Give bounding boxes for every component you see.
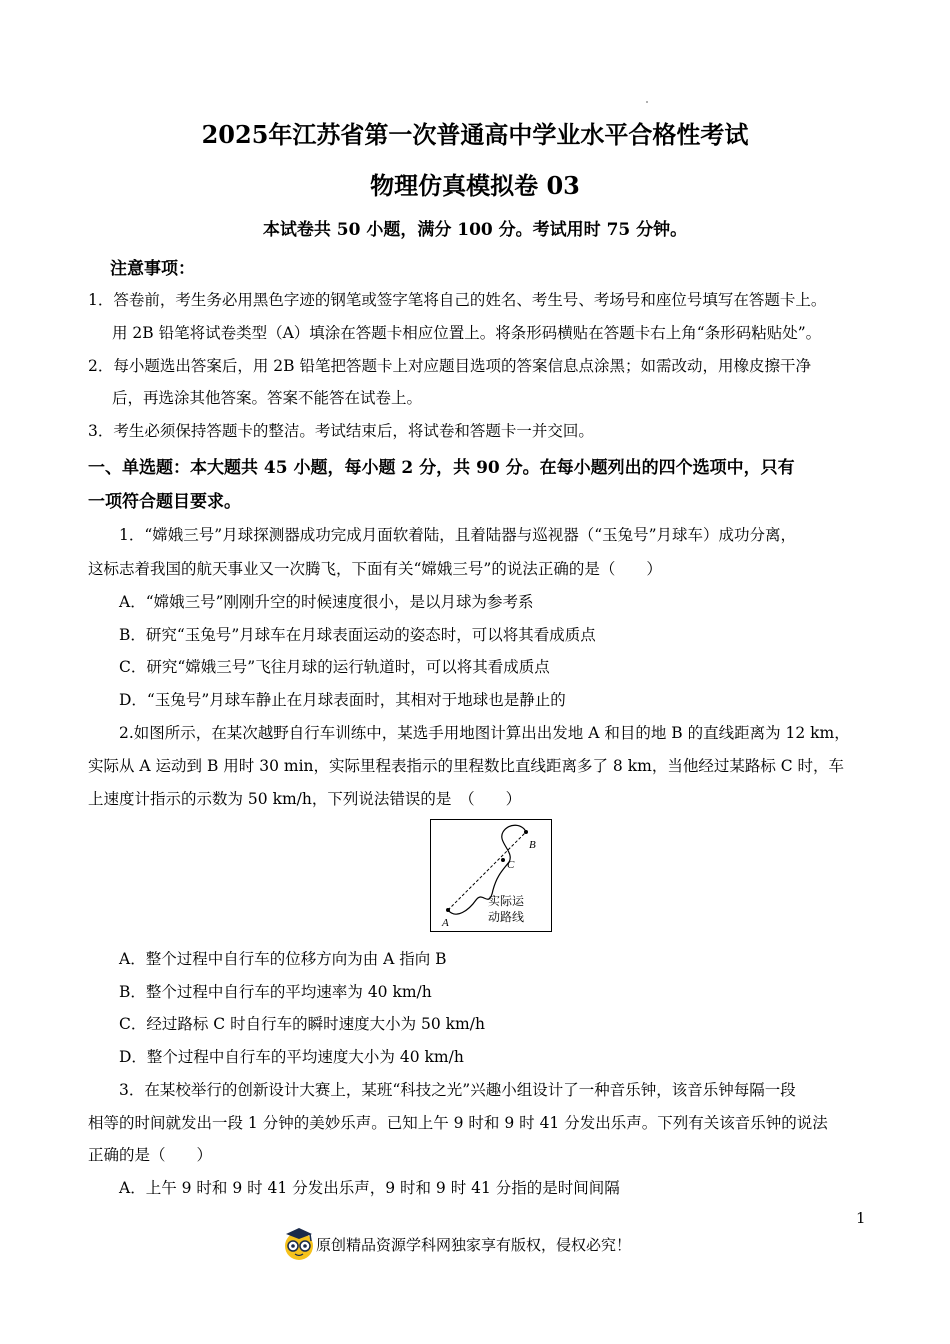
q3-stem-cont2: 正确的是（ ） — [88, 1146, 213, 1164]
point-c — [501, 858, 505, 862]
q2-stem: 2.如图所示，在某次越野自行车训练中，某选手用地图计算出出发地 A 和目的地 B 的直线距离为 12 km， — [119, 724, 850, 742]
exam-title: 2025年江苏省第一次普通高中学业水平合格性考试 — [201, 120, 749, 149]
notes-line: 用 2B 铅笔将试卷类型（A）填涂在答题卡相应位置上。将条形码横贴在答题卡右上角“条形码粘贴处”。 — [112, 324, 822, 342]
q1-option-a: A．“嫦娥三号”刚刚升空的时候速度很小，是以月球为参考系 — [119, 593, 534, 611]
copyright-notice: 原创精品资源学科网独家享有版权，侵权必究！ — [316, 1236, 632, 1254]
route-caption: 实际运 — [488, 894, 525, 908]
q2-stem-cont2: 上速度计指示的示数为 50 km/h，下列说法错误的是 （ ） — [88, 790, 522, 808]
q3-stem-cont: 相等的时间就发出一段 1 分钟的美妙乐声。已知上午 9 时和 9 时 41 分发出乐声。下列有关该音乐钟的说法 — [88, 1114, 828, 1132]
notes-line: 1．答卷前，考生务必用黑色字迹的钢笔或签字笔将自己的姓名、考生号、考场号和座位号填写在答题卡上。 — [88, 291, 827, 309]
notes-line: 3．考生必须保持答题卡的整洁。考试结束后，将试卷和答题卡一并交回。 — [88, 422, 594, 440]
section-heading-cont: 一项符合题目要求。 — [88, 492, 241, 512]
exam-subtitle: 物理仿真模拟卷 03 — [370, 171, 580, 200]
notes-line: 后，再选涂其他答案。答案不能答在试卷上。 — [112, 389, 423, 407]
q2-option-b: B．整个过程中自行车的平均速率为 40 km/h — [119, 983, 432, 1001]
q1-option-c: C．研究“嫦娥三号”飞往月球的运行轨道时，可以将其看成质点 — [119, 658, 550, 676]
mascot-icon — [282, 1226, 316, 1262]
q1-stem-cont: 这标志着我国的航天事业又一次腾飞，下面有关“嫦娥三号”的说法正确的是（ ） — [88, 560, 662, 578]
label-a: A — [442, 917, 449, 929]
scan-dot — [646, 101, 648, 103]
q3-stem: 3．在某校举行的创新设计大赛上，某班“科技之光”兴趣小组设计了一种音乐钟，该音乐钟每隔一段 — [119, 1081, 796, 1099]
point-a — [446, 908, 450, 912]
label-c: C — [507, 859, 515, 871]
q1-option-b: B．研究“玉兔号”月球车在月球表面运动的姿态时，可以将其看成质点 — [119, 626, 596, 644]
q2-option-a: A．整个过程中自行车的位移方向为由 A 指向 B — [119, 950, 447, 968]
q1-option-d: D．“玉兔号”月球车静止在月球表面时，其相对于地球也是静止的 — [119, 691, 566, 709]
q1-stem: 1．“嫦娥三号”月球探测器成功完成月面软着陆，且着陆器与巡视器（“玉兔号”月球车）成功分离， — [119, 526, 797, 544]
notes-heading: 注意事项： — [110, 259, 195, 279]
label-b: B — [529, 839, 536, 851]
point-b — [524, 830, 528, 834]
q2-option-c: C．经过路标 C 时自行车的瞬时速度大小为 50 km/h — [119, 1015, 485, 1033]
notes-line: 2．每小题选出答案后，用 2B 铅笔把答题卡上对应题目选项的答案信息点涂黑；如需改动，用橡皮擦干净 — [88, 357, 811, 375]
q2-option-d: D．整个过程中自行车的平均速度大小为 40 km/h — [119, 1048, 464, 1066]
q2-stem-cont: 实际从 A 运动到 B 用时 30 min，实际里程表指示的里程数比直线距离多了 8 km，当他经过某路标 C 时，车 — [88, 757, 845, 775]
section-heading: 一、单选题：本大题共 45 小题，每小题 2 分，共 90 分。在每小题列出的四个选项中，只有 — [88, 458, 795, 478]
route-diagram — [431, 820, 551, 931]
exam-info: 本试卷共 50 小题，满分 100 分。考试用时 75 分钟。 — [262, 220, 688, 240]
route-figure — [430, 819, 552, 932]
page-number: 1 — [856, 1209, 866, 1227]
q3-option-a: A．上午 9 时和 9 时 41 分发出乐声，9 时和 9 时 41 分指的是时间间隔 — [119, 1179, 620, 1197]
route-caption: 动路线 — [488, 910, 525, 924]
